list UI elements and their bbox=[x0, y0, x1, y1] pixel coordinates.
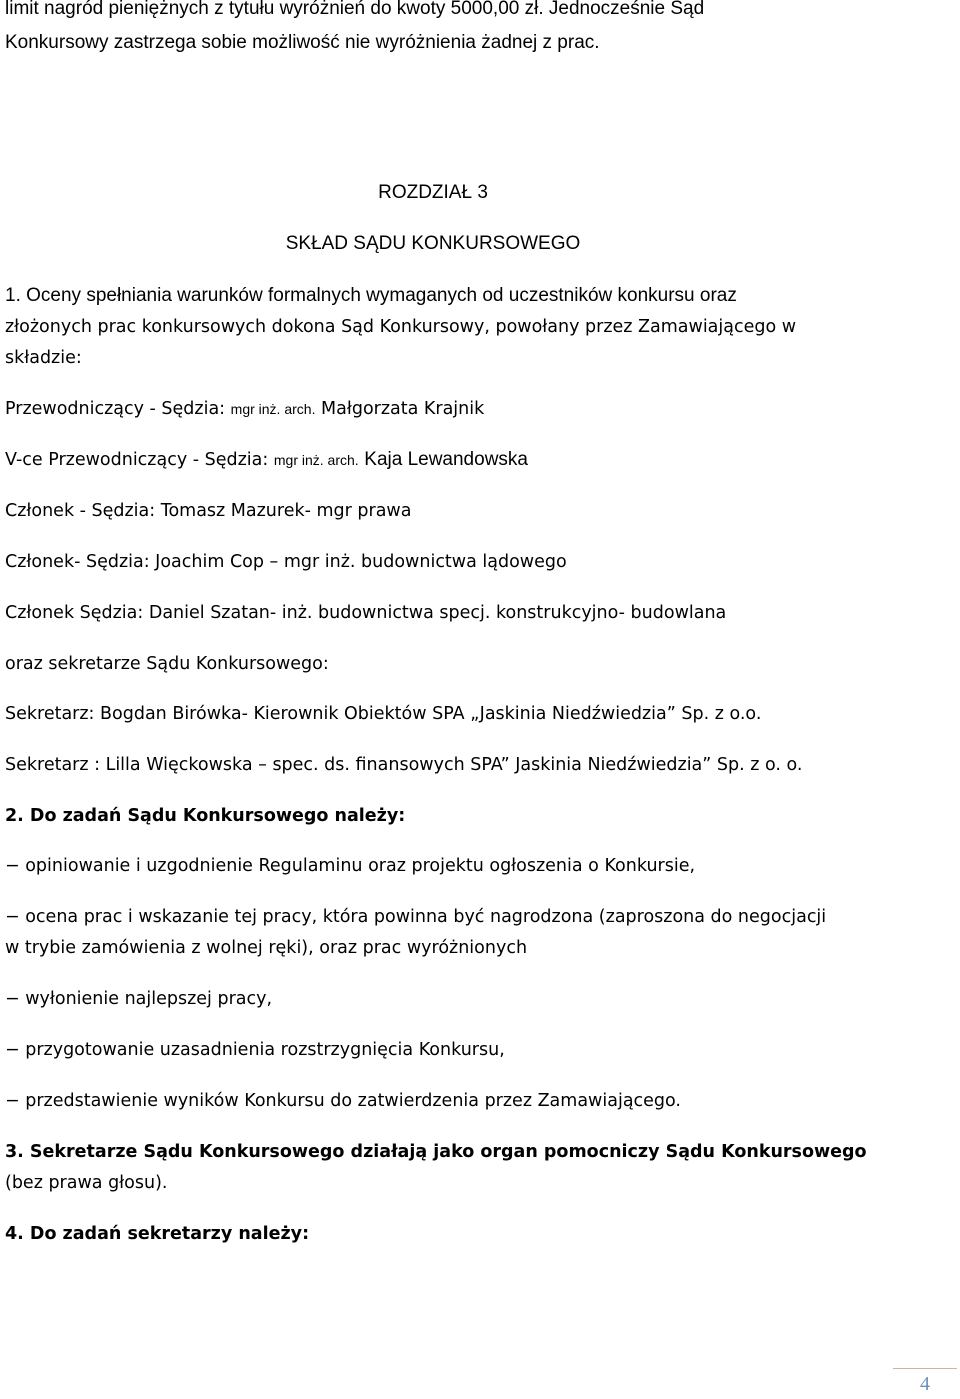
secretary-2: Sekretarz : Lilla Więckowska – spec. ds. finansowych SPA” Jaskinia Niedźwiedzia” Sp. z o. o. bbox=[5, 755, 803, 775]
secretary-1: Sekretarz: Bogdan Birówka- Kierownik Obiektów SPA „Jaskinia Niedźwiedzia” Sp. z o.o. bbox=[5, 704, 762, 724]
list-item: w trybie zamówienia z wolnej ręki), oraz prac wyróżnionych bbox=[5, 938, 528, 958]
section2-heading bbox=[5, 800, 405, 832]
intro-line-1: limit nagród pieniężnych z tytułu wyróżnień do kwoty 5000,00 zł. Jednocześnie Sąd bbox=[5, 0, 705, 19]
section2-number: 2. bbox=[5, 806, 24, 826]
section3-line-1: 3. Sekretarze Sądu Konkursowego działają jako organ pomocniczy Sądu Konkursowego bbox=[5, 1142, 867, 1162]
list-item: − ocena prac i wskazanie tej pracy, która powinna być nagrodzona (zaproszona do negocjacji bbox=[5, 907, 827, 927]
member-role: V-ce Przewodniczący - Sędzia: bbox=[5, 450, 269, 470]
section2-heading-text: Do zadań Sądu Konkursowego należy: bbox=[29, 806, 406, 826]
section1-line-3: składzie: bbox=[5, 348, 82, 368]
list-item: − opiniowanie i uzgodnienie Regulaminu oraz projektu ogłoszenia o Konkursie, bbox=[5, 856, 696, 876]
page-number: 4 bbox=[893, 1368, 957, 1399]
list-item: − wyłonienie najlepszej pracy, bbox=[5, 989, 273, 1009]
member-role: Przewodniczący - Sędzia: bbox=[5, 399, 226, 419]
member-title: mgr inż. arch. bbox=[230, 401, 316, 417]
chapter-title: SKŁAD SĄDU KONKURSOWEGO bbox=[285, 233, 581, 254]
member-3: Członek - Sędzia: Tomasz Mazurek- mgr prawa bbox=[5, 501, 412, 521]
intro-line-2: Konkursowy zastrzega sobie możliwość nie wyróżnienia żadnej z prac. bbox=[5, 32, 600, 53]
section1-line-1: 1. Oceny spełniania warunków formalnych wymaganych od uczestników konkursu oraz bbox=[5, 285, 737, 306]
section4-heading: 4. Do zadań sekretarzy należy: bbox=[5, 1224, 310, 1244]
chapter-number: ROZDZIAŁ 3 bbox=[378, 182, 488, 203]
member-vice-chairman bbox=[5, 444, 528, 476]
list-item: − przedstawienie wyników Konkursu do zatwierdzenia przez Zamawiającego. bbox=[5, 1091, 681, 1111]
member-title: mgr inż. arch. bbox=[273, 452, 359, 468]
member-5: Członek Sędzia: Daniel Szatan- inż. budownictwa specj. konstrukcyjno- budowlana bbox=[5, 603, 727, 623]
member-4: Członek- Sędzia: Joachim Cop – mgr inż. budownictwa lądowego bbox=[5, 552, 567, 572]
section1-line-2: złożonych prac konkursowych dokona Sąd Konkursowy, powołany przez Zamawiającego w bbox=[5, 317, 797, 337]
section3-line-2: (bez prawa głosu). bbox=[5, 1173, 168, 1193]
member-name: Kaja Lewandowska bbox=[364, 449, 528, 470]
member-chairman bbox=[5, 393, 484, 425]
member-name: Małgorzata Krajnik bbox=[321, 399, 485, 419]
list-item: − przygotowanie uzasadnienia rozstrzygnięcia Konkursu, bbox=[5, 1040, 505, 1060]
secretaries-intro: oraz sekretarze Sądu Konkursowego: bbox=[5, 654, 329, 674]
